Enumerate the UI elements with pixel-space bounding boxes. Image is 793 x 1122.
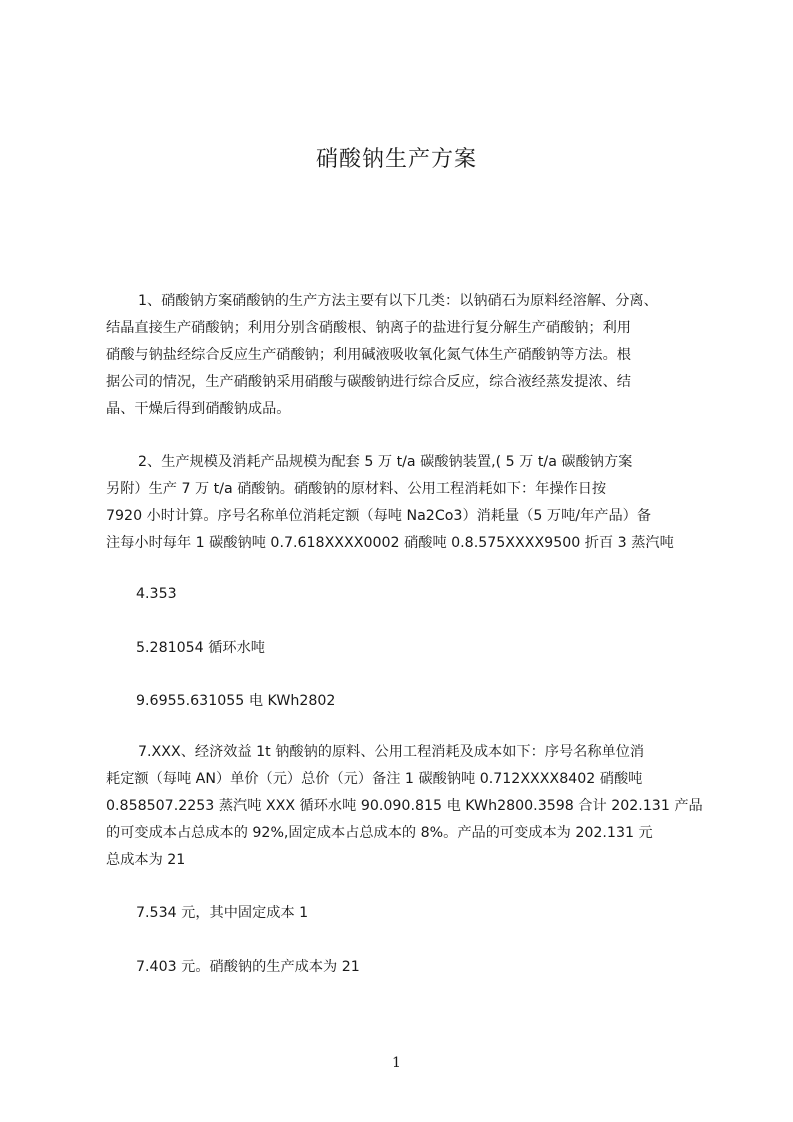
document-title: 硝酸钠生产方案 [315, 147, 477, 172]
paragraph-3-line-4: 的可变成本占总成本的 92%,固定成本占总成本的 8%。产品的可变成本为 202.131 元 [106, 825, 653, 841]
paragraph-1-line-5: 晶、干燥后得到硝酸钠成品。 [106, 401, 291, 417]
paragraph-1-line-1: 1、硝酸钠方案硝酸钠的生产方法主要有以下几类：以钠硝石为原料经溶解、分离、 [138, 293, 658, 309]
value-line-4353: 4.353 [136, 586, 177, 602]
paragraph-3-line-1: 7.XXX、经济效益 1t 钠酸钠的原料、公用工程消耗及成本如下：序号名称单位消 [138, 744, 645, 760]
paragraph-2-line-2: 另附）生产 7 万 t/a 硝酸钠。硝酸钠的原材料、公用工程消耗如下：年操作日按 [106, 481, 607, 497]
paragraph-1-line-3: 硝酸与钠盐经综合反应生产硝酸钠；利用碱液吸收氧化氮气体生产硝酸钠等方法。根 [106, 347, 631, 363]
paragraph-3-line-3: 0.858507.2253 蒸汽吨 XXX 循环水吨 90.090.815 电 KWh2800.3598 合计 202.131 产品 [106, 798, 703, 814]
value-line-7534: 7.534 元，其中固定成本 1 [136, 905, 309, 921]
paragraph-3-line-2: 耗定额（每吨 AN）单价（元）总价（元）备注 1 碳酸钠吨 0.712XXXX8402 硝酸吨 [106, 771, 643, 787]
paragraph-3-line-5: 总成本为 21 [106, 852, 186, 868]
value-line-7403: 7.403 元。硝酸钠的生产成本为 21 [136, 959, 360, 975]
page-number: 1 [392, 1055, 401, 1071]
paragraph-2-line-1: 2、生产规模及消耗产品规模为配套 5 万 t/a 碳酸钠装置,( 5 万 t/a 碳酸钠方案 [138, 454, 633, 470]
value-line-5281054: 5.281054 循环水吨 [136, 640, 265, 656]
value-line-9695: 9.6955.631055 电 KWh2802 [136, 693, 336, 709]
paragraph-2-line-3: 7920 小时计算。序号名称单位消耗定额（每吨 Na2Co3）消耗量（5 万吨/年产品）备 [106, 508, 652, 524]
paragraph-2-line-4: 注每小时每年 1 碳酸钠吨 0.7.618XXXX0002 硝酸吨 0.8.575XXXX9500 折百 3 蒸汽吨 [106, 535, 674, 551]
paragraph-1-line-2: 结晶直接生产硝酸钠；利用分别含硝酸根、钠离子的盐进行复分解生产硝酸钠；利用 [106, 320, 631, 336]
paragraph-1-line-4: 据公司的情况，生产硝酸钠采用硝酸与碳酸钠进行综合反应，综合液经蒸发提浓、结 [106, 374, 631, 390]
